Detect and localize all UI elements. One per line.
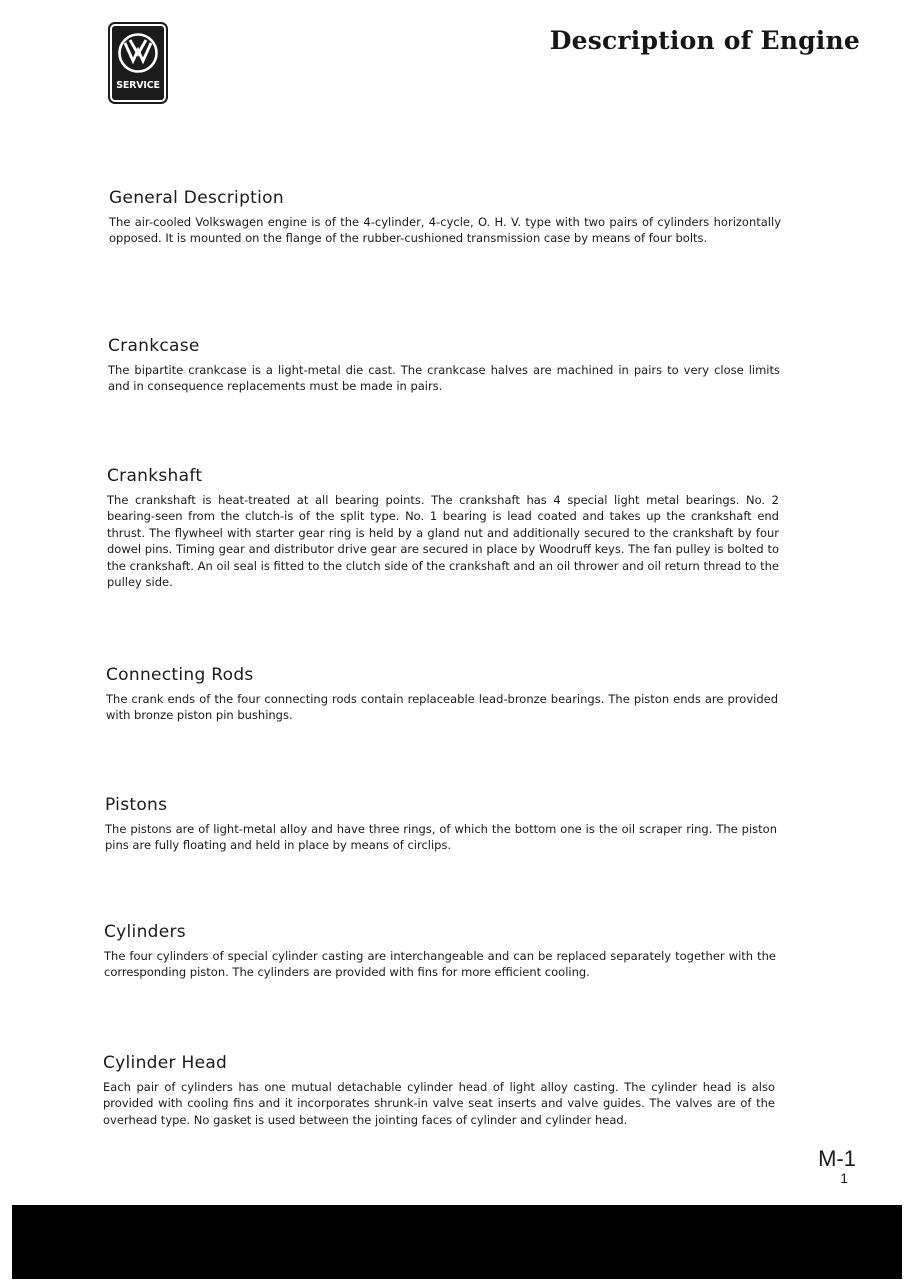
section-heading: Connecting Rods: [106, 665, 254, 685]
section-heading: Cylinders: [104, 922, 186, 942]
page-title: Description of Engine: [549, 26, 860, 55]
vw-emblem-icon: [117, 32, 159, 74]
section-body: The crankshaft is heat-treated at all bearing points. The crankshaft has 4 special light metal bearings. No. 2 bearing-seen from the clutch-is of the split type. No. 1 bearing is lead coated and takes up the crankshaft end thrust. The flywheel with starter gear ring is held by a gland nut and additionally secured to the crankshaft by four dowel pins. Timing gear and distributor drive gear are secured in place by Woodruff keys. The fan pulley is bolted to the crankshaft. An oil seal is fitted to the clutch side of the crankshaft and an oil thrower and oil return thread to the pulley side.: [107, 493, 779, 590]
section-crankcase: [108, 336, 780, 395]
section-body: Each pair of cylinders has one mutual detachable cylinder head of light alloy casting. The cylinder head is also provided with cooling fins and it incorporates shrunk-in valve seat inserts and valve guides. The valves are of the overhead type. No gasket is used between the jointing faces of cylinder and cylinder head.: [103, 1080, 775, 1127]
section-body: The air-cooled Volkswagen engine is of the 4-cylinder, 4-cycle, O. H. V. type with two pairs of cylinders horizontally opposed. It is mounted on the flange of the rubber-cushioned transmission case by means of four bolts.: [109, 215, 781, 246]
section-heading: Crankcase: [108, 336, 200, 356]
section-cylinders: [104, 922, 776, 981]
section-heading: Crankshaft: [107, 466, 203, 486]
section-general-description: [109, 188, 781, 247]
section-body: The pistons are of light-metal alloy and have three rings, of which the bottom one is the oil scraper ring. The piston pins are fully floating and held in place by means of circlips.: [105, 822, 777, 853]
section-heading: Pistons: [105, 795, 168, 815]
section-body: The crank ends of the four connecting rods contain replaceable lead-bronze bearings. The piston ends are provided with bronze piston pin bushings.: [106, 692, 778, 723]
section-heading: General Description: [109, 188, 284, 208]
section-crankshaft: [107, 466, 779, 590]
section-connecting-rods: [106, 665, 778, 724]
section-body: The bipartite crankcase is a light-metal die cast. The crankcase halves are machined in pairs to very close limits and in consequence replacements must be made in pairs.: [108, 363, 780, 394]
section-heading: Cylinder Head: [103, 1053, 228, 1073]
section-body: The four cylinders of special cylinder casting are interchangeable and can be replaced separately together with the corresponding piston. The cylinders are provided with fins for more efficient cooling.: [104, 949, 776, 980]
page-code: M-1: [818, 1146, 856, 1171]
logo-service-label: SERVICE: [116, 80, 160, 91]
page-number: 1: [840, 1170, 848, 1186]
vw-service-logo: [110, 24, 166, 102]
footer-black-bar: [12, 1205, 902, 1279]
section-pistons: [105, 795, 777, 854]
section-cylinder-head: [103, 1053, 775, 1128]
